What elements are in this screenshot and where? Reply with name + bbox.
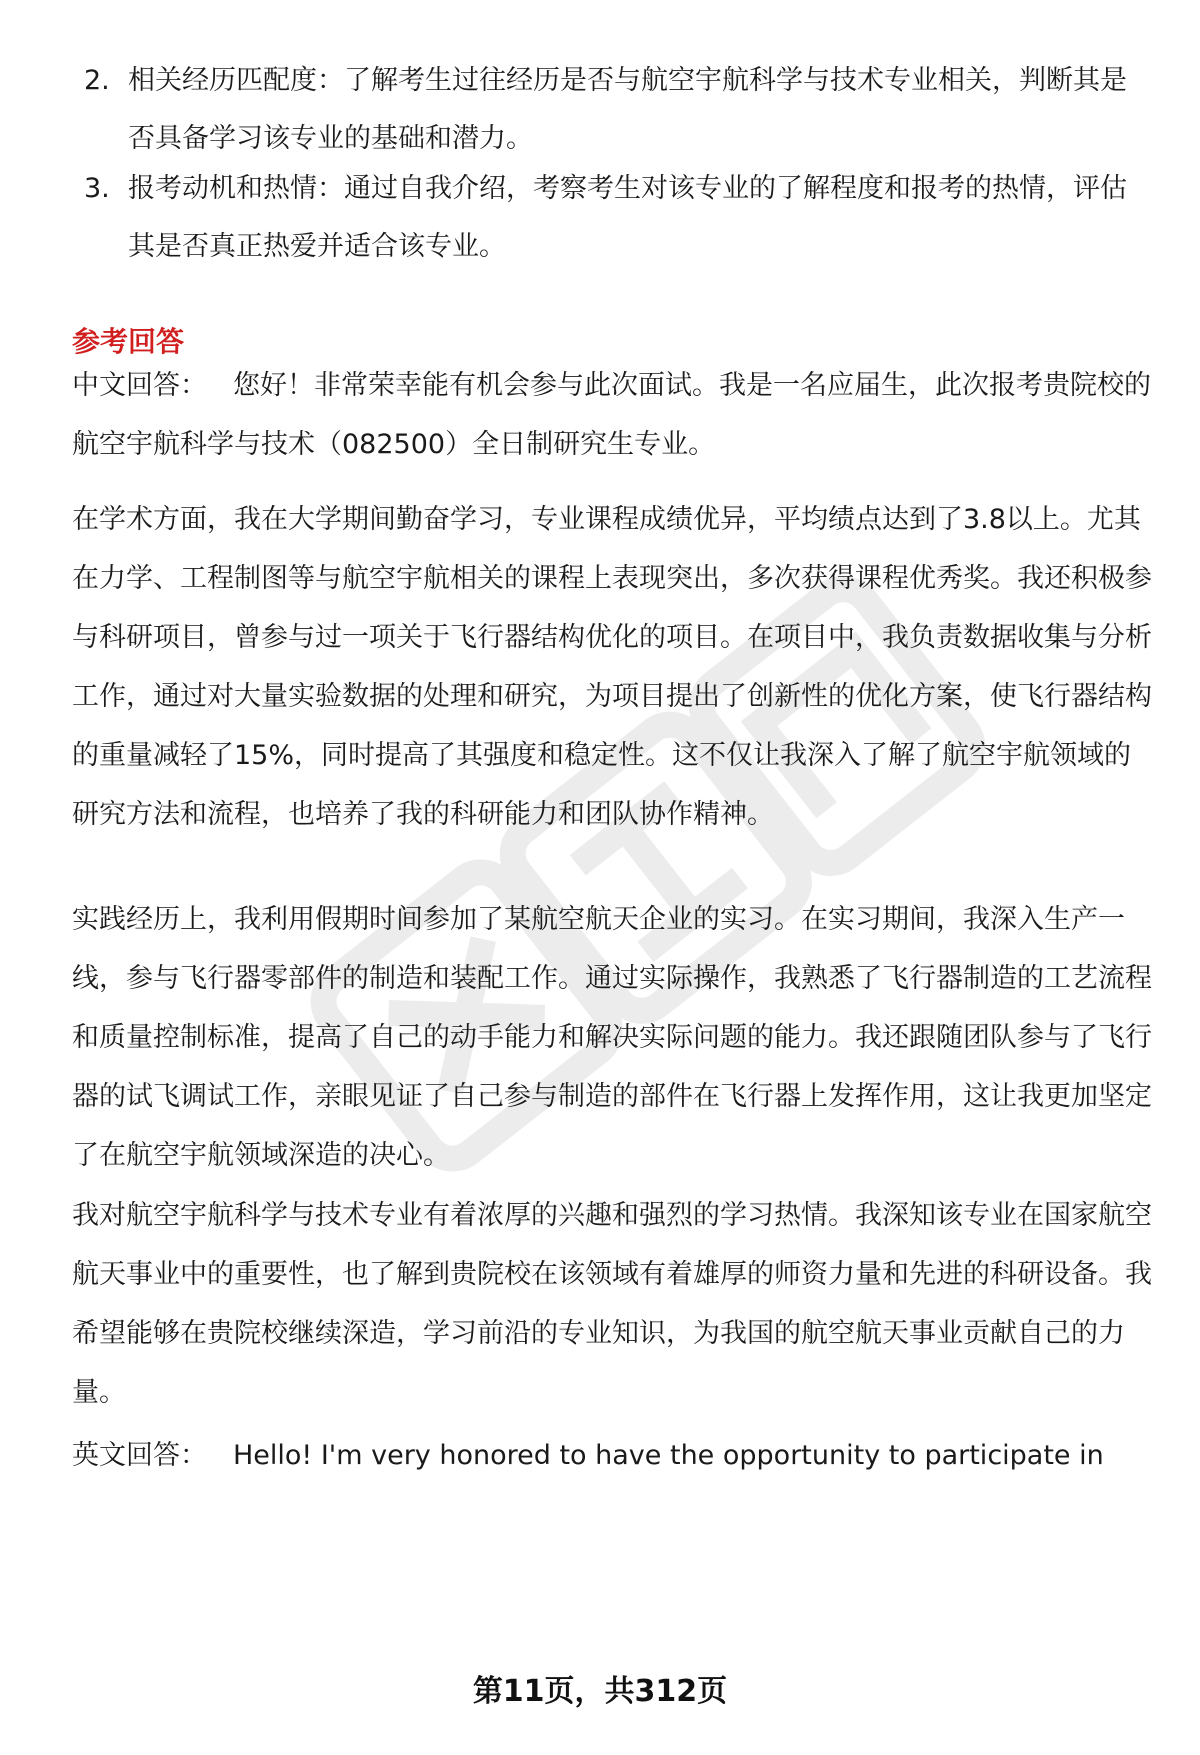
paragraph-interest: 我对航空宇航科学与技术专业有着浓厚的兴趣和强烈的学习热情。我深知该专业在国家航空航天事业中的重要性，也了解到贵院校在该领域有着雄厚的师资力量和先进的科研设备。我希望能够在贵院校继续深造，学习前沿的专业知识，为我国的航空航天事业贡献自己的力量。 [72,1200,1152,1408]
page-footer: 第11页，共312页 [472,1674,728,1709]
english-answer-label: 英文回答： [72,1440,207,1471]
list-text: 报考动机和热情：通过自我介绍，考察考生对该专业的了解程度和报考的热情，评估其是否真正热爱并适合该专业。 [128,173,1127,262]
chinese-answer-intro [72,356,1152,474]
list-number: 3. [84,173,110,204]
chinese-answer-label: 中文回答： [72,370,207,401]
paragraph-practice: 实践经历上，我利用假期时间参加了某航空航天企业的实习。在实习期间，我深入生产一线，参与飞行器零部件的制造和装配工作。通过实际操作，我熟悉了飞行器制造的工艺流程和质量控制标准，提高了自己的动手能力和解决实际问题的能力。我还跟随团队参与了飞行器的试飞调试工作，亲眼见证了自己参与制造的部件在飞行器上发挥作用，这让我更加坚定了在航空宇航领域深造的决心。 [72,904,1152,1171]
list-number: 2. [84,65,110,96]
paragraph-academic: 在学术方面，我在大学期间勤奋学习，专业课程成绩优异，平均绩点达到了3.8以上。尤其在力学、工程制图等与航空宇航相关的课程上表现突出，多次获得课程优秀奖。我还积极参与科研项目，曾参与过一项关于飞行器结构优化的项目。在项目中，我负责数据收集与分析工作，通过对大量实验数据的处理和研究，为项目提出了创新性的优化方案，使飞行器结构的重量减轻了15%，同时提高了其强度和稳定性。这不仅让我深入了解了航空宇航领域的研究方法和流程，也培养了我的科研能力和团队协作精神。 [72,504,1152,830]
english-answer [72,1426,1152,1485]
list-text: 相关经历匹配度：了解考生过往经历是否与航空宇航科学与技术专业相关，判断其是否具备学习该专业的基础和潜力。 [128,65,1127,154]
section-heading: 参考回答 [72,325,185,358]
chinese-answer-intro-text: 您好！非常荣幸能有机会参与此次面试。我是一名应届生，此次报考贵院校的航空宇航科学与技术（082500）全日制研究生专业。 [72,370,1151,460]
english-answer-text: Hello! I'm very honored to have the opportunity to participate in [233,1440,1104,1471]
